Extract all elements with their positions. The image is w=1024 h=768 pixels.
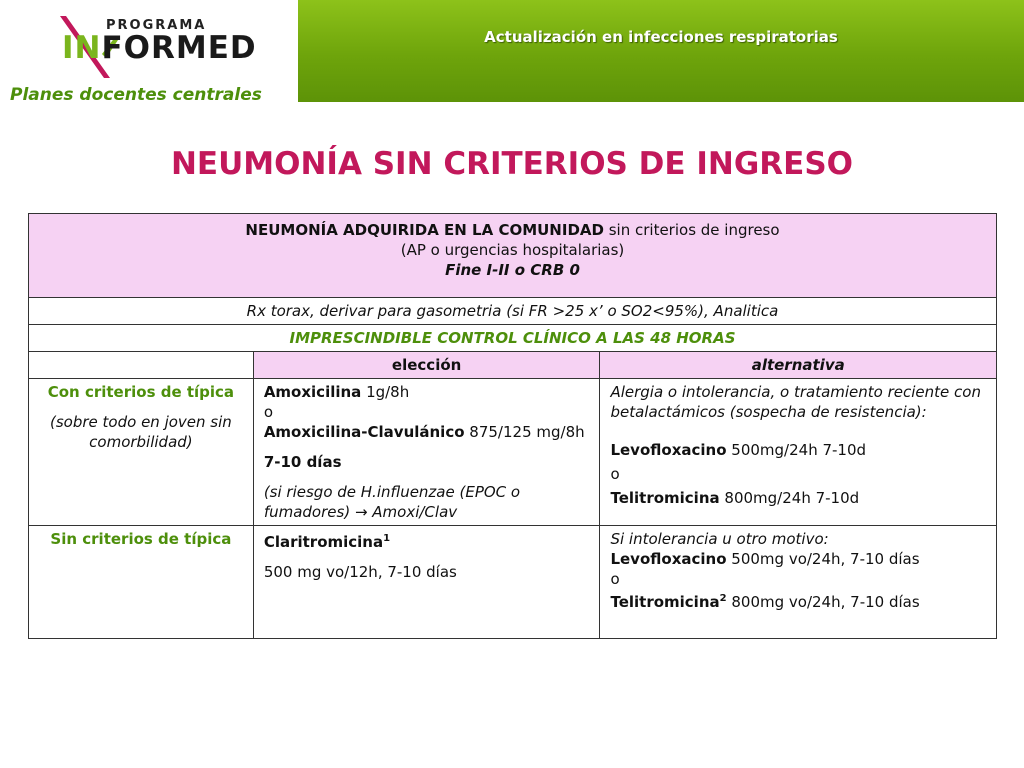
row1-label-cell: [29, 379, 254, 526]
control-row: [29, 325, 997, 352]
row2-alt-intro: Si intolerancia u otro motivo:: [610, 530, 829, 548]
row1-alt-dose2: 800mg/24h 7-10d: [719, 489, 860, 507]
row1-alt-intro: Alergia o intolerancia, o tratamiento reciente con betalactámicos (sospecha de resistencia):: [610, 383, 981, 421]
logo-area: [0, 0, 298, 112]
row1-eleccion-cell: [253, 379, 600, 526]
row1-alt-dose1: 500mg/24h 7-10d: [726, 441, 867, 459]
planes-subtitle: Planes docentes centrales: [10, 85, 262, 105]
table-heading-bold: NEUMONÍA ADQUIRIDA EN LA COMUNIDAD: [245, 221, 604, 239]
row1-drug2: Amoxicilina-Clavulánico: [263, 423, 465, 441]
column-header-empty: [29, 352, 254, 379]
column-header-alternativa: alternativa: [751, 356, 845, 374]
row1-alt-drug1: Levofloxacino: [610, 441, 727, 459]
row2-drug-sup: 1: [383, 533, 391, 544]
table-heading-line2: (AP o urgencias hospitalarias): [400, 241, 625, 259]
row1-note-end: Amoxi/Clav: [367, 503, 458, 521]
row2-alternativa-cell: [600, 526, 997, 639]
row2-alt-sup: 2: [719, 593, 727, 604]
treatment-table: [28, 213, 997, 639]
row2-label: Sin criterios de típica: [50, 530, 232, 548]
row2-alt-drug2: Telitromicina: [610, 593, 720, 611]
row2-alt-dose2: 800mg vo/24h, 7-10 días: [726, 593, 920, 611]
row2-label-cell: [29, 526, 254, 639]
table-row: [29, 379, 997, 526]
rx-row: [29, 298, 997, 325]
row1-label-note: (sobre todo en joven sin comorbilidad): [50, 413, 232, 451]
row1-dose1: 1g/8h: [361, 383, 410, 401]
control-row-text: IMPRESCINDIBLE CONTROL CLÍNICO A LAS 48 HORAS: [29, 325, 997, 352]
row1-alt-or: o: [610, 465, 620, 483]
table-heading-cell: [29, 214, 997, 298]
row1-label: Con criterios de típica: [47, 383, 235, 401]
banner-title: Actualización en infecciones respiratorias: [484, 28, 838, 46]
column-header-row: [29, 352, 997, 379]
row2-alt-drug1: Levofloxacino: [610, 550, 727, 568]
page-title: NEUMONÍA SIN CRITERIOS DE INGRESO: [170, 146, 854, 182]
row1-note: (si riesgo de H.influenzae (EPOC o fumadores): [263, 483, 521, 521]
logo-programa: PROGRAMA: [106, 18, 207, 33]
logo-informed-rest: FORMED: [101, 30, 257, 66]
logo-informed-in: IN: [62, 30, 102, 66]
row2-alt-or: o: [610, 570, 620, 588]
row1-drug1: Amoxicilina: [263, 383, 362, 401]
table-heading-line1: [39, 220, 986, 240]
rx-row-text: Rx torax, derivar para gasometria (si FR >25 x’ o SO2<95%), Analitica: [246, 302, 779, 320]
row1-alternativa-cell: [600, 379, 997, 526]
row2-dose: 500 mg vo/12h, 7-10 días: [263, 563, 457, 581]
column-header-eleccion: elección: [391, 356, 462, 374]
arrow-right-icon: →: [354, 503, 368, 521]
table-row: [29, 526, 997, 639]
row1-dose2: 875/125 mg/8h: [464, 423, 585, 441]
row1-alt-drug2: Telitromicina: [610, 489, 720, 507]
row2-alt-dose1: 500mg vo/24h, 7-10 días: [726, 550, 920, 568]
table-heading-rest: sin criterios de ingreso: [603, 221, 780, 239]
row2-drug: Claritromicina: [263, 533, 384, 551]
table-heading-row: [29, 214, 997, 298]
row1-or: o: [263, 403, 273, 421]
logo-informed: [62, 30, 257, 66]
row2-eleccion-cell: [253, 526, 600, 639]
row1-duration: 7-10 días: [263, 453, 342, 471]
table-heading-fine: Fine I-II o CRB 0: [445, 261, 580, 279]
header-banner: [298, 0, 1024, 102]
table-heading-line3: [39, 260, 986, 280]
